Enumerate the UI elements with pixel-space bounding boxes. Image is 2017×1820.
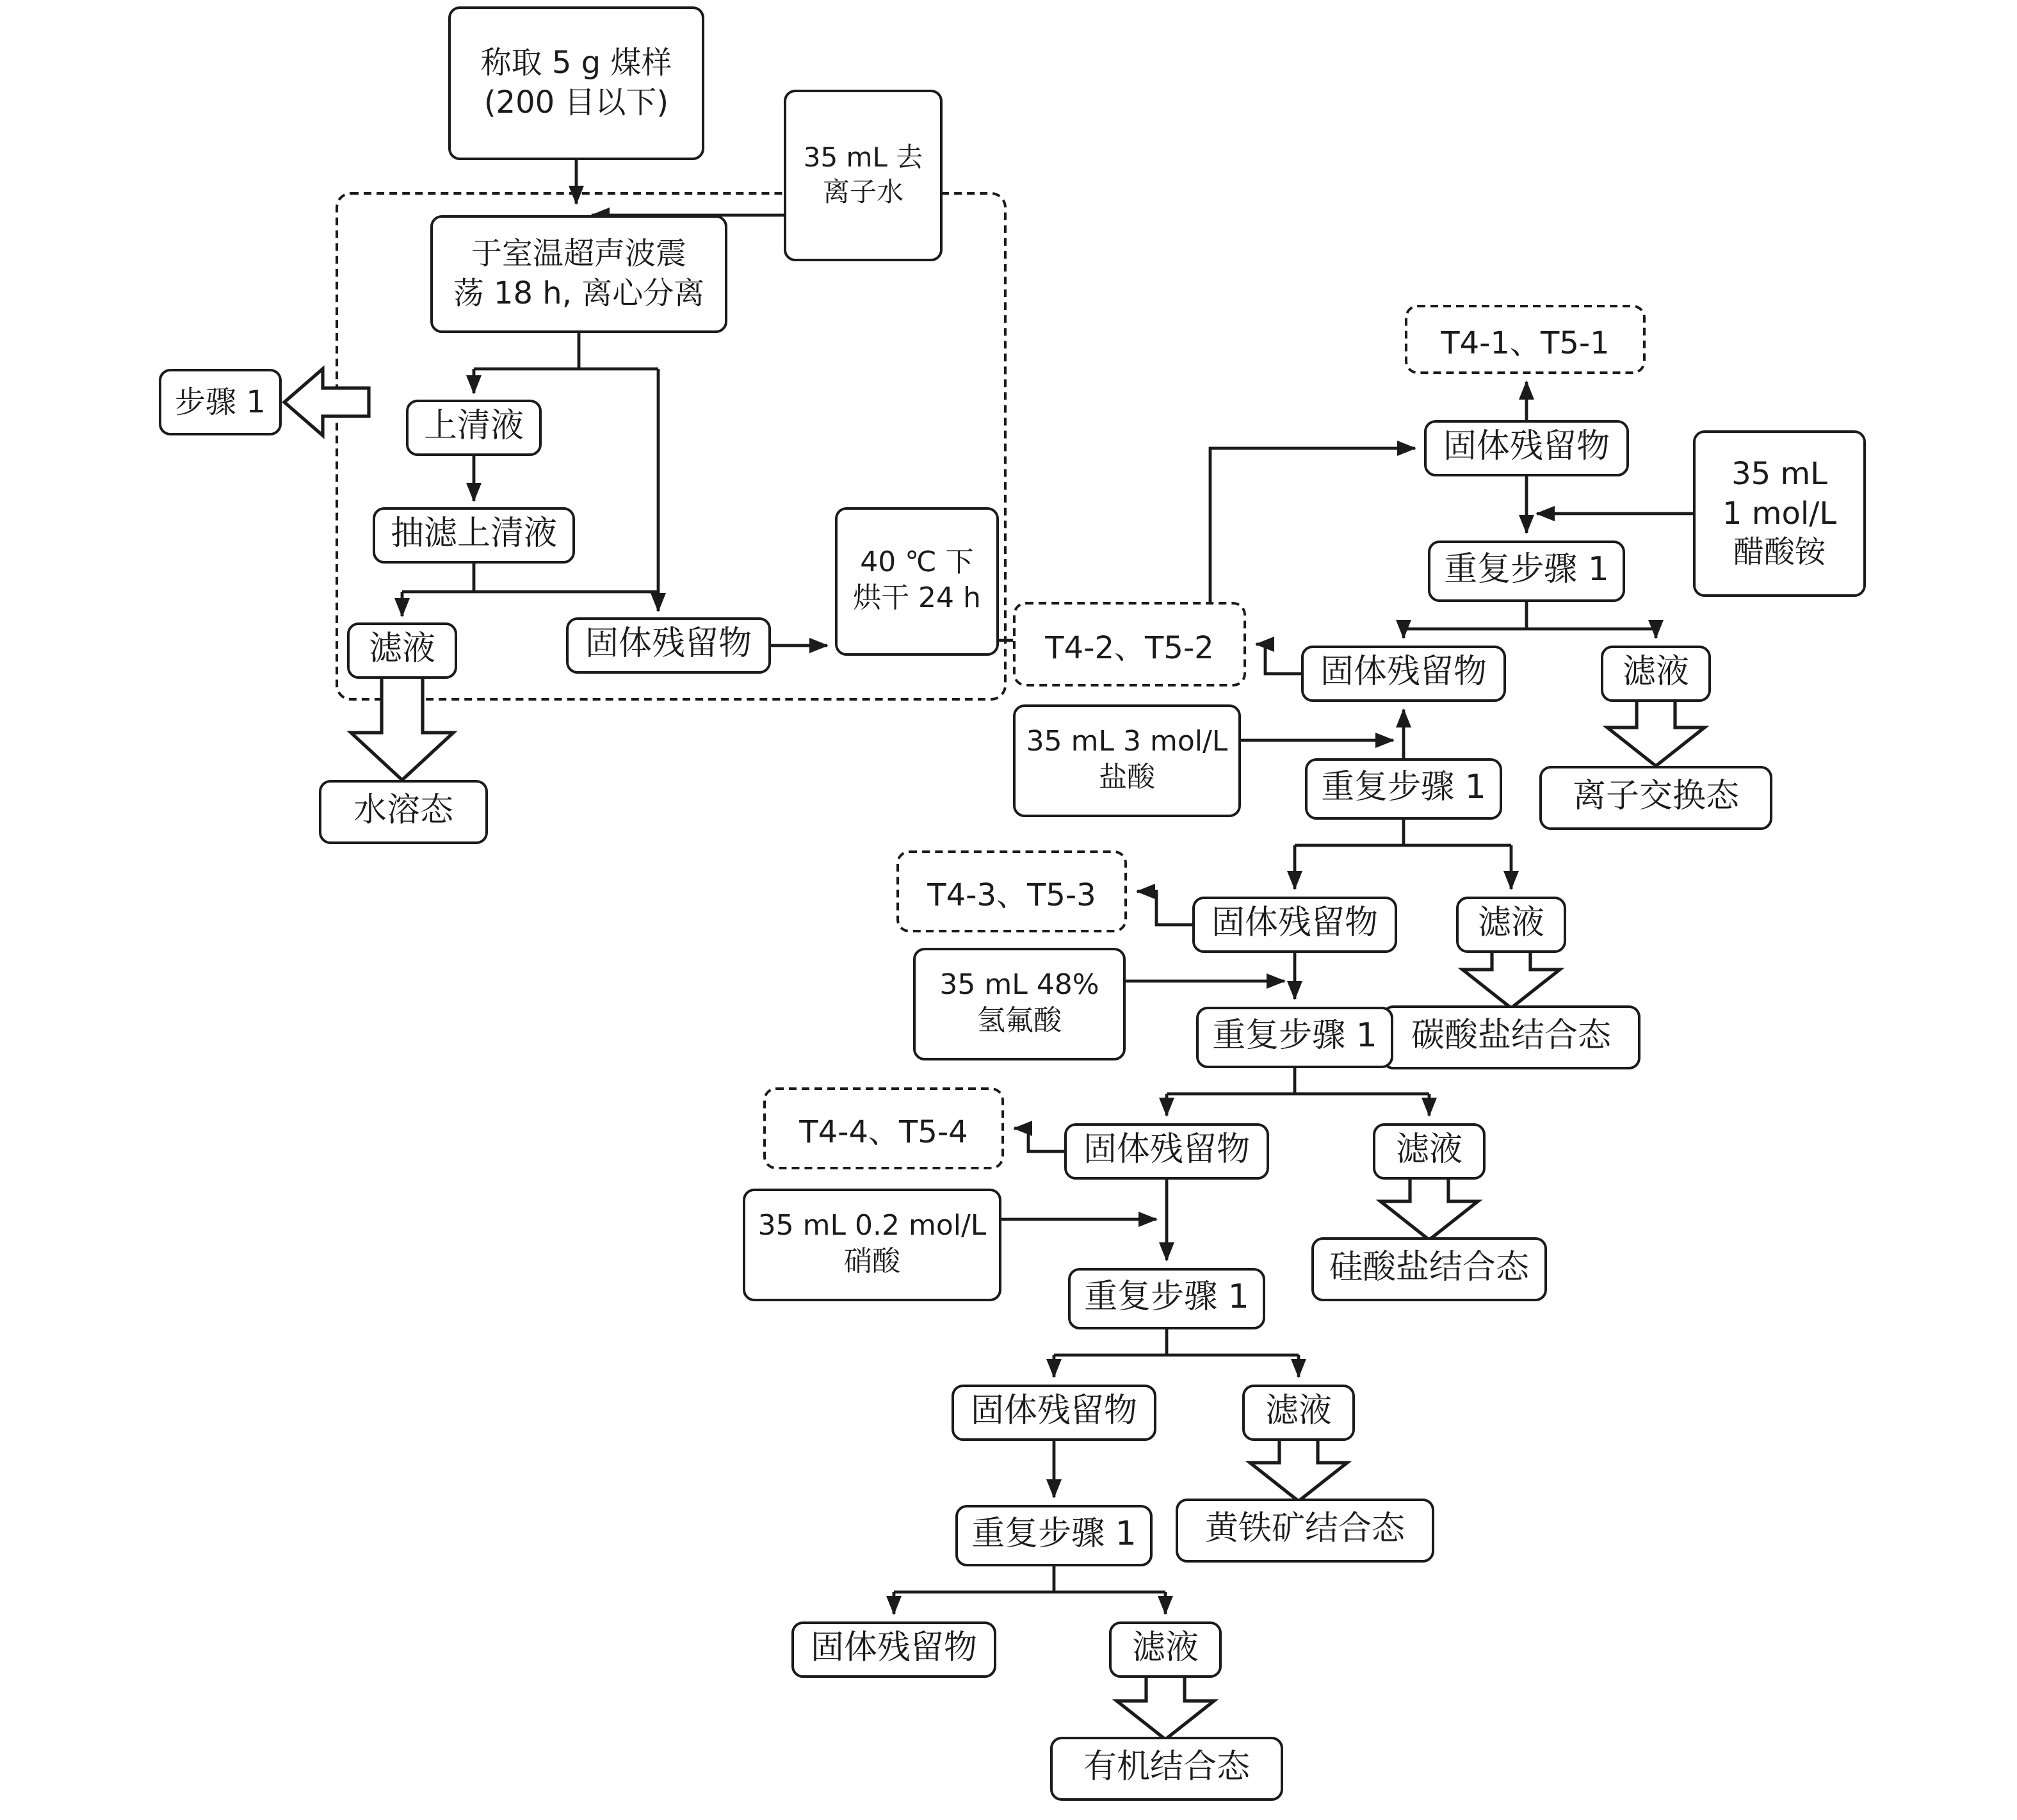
node-repeat-step1-d [1068,1268,1265,1329]
node-nitric-acid [743,1189,1001,1301]
text-line: T4-4、T5-4 [799,1114,968,1150]
node-ion-exchange-state [1539,766,1772,830]
node-organic-bound-state [1050,1737,1283,1801]
text-line: T4-2、T5-2 [1045,630,1214,665]
text-line: 荡 18 h, 离心分离 [453,275,705,311]
text-line: 离子交换态 [1572,777,1739,817]
text-line: 上清液 [423,407,524,446]
text-line: 氢氟酸 [976,1005,1062,1037]
text-line: 滤液 [1395,1131,1462,1170]
node-step1-label [159,369,282,435]
text-line: 硝酸 [843,1246,900,1278]
node-repeat-step1-b [1305,758,1502,820]
text-line: 滤液 [368,630,435,669]
text-line: 离子水 [823,177,903,207]
node-filtrate-0 [347,622,457,679]
node-residue-6 [952,1385,1156,1441]
text-line: 烘干 24 h [853,583,981,615]
node-filter-supernatant [373,507,575,564]
text-line: 硅酸盐结合态 [1329,1249,1529,1288]
node-residue-4 [1192,897,1397,953]
text-line: 固体残留物 [1211,904,1378,943]
node-residue-2 [1424,420,1629,476]
text-line: 固体残留物 [1443,428,1610,467]
text-line: 重复步骤 1 [1212,1017,1377,1056]
text-line: (200 目以下) [483,85,669,120]
node-water-soluble [319,780,488,844]
node-filtrate-4 [1242,1385,1355,1441]
text-line: 35 mL 48% [939,969,1099,1002]
node-repeat-step1-a [1428,540,1625,602]
node-residue-5 [1064,1123,1269,1180]
text-line: 固体残留物 [810,1629,977,1668]
tag-t4-4-t5-4 [763,1087,1004,1169]
node-carbonate-bound-state [1382,1005,1640,1069]
node-repeat-step1-c [1196,1007,1393,1068]
text-line: 盐酸 [1098,762,1155,794]
text-line: 固体残留物 [970,1392,1137,1431]
node-residue-7 [791,1621,996,1678]
node-hydrochloric-acid [1013,704,1241,817]
text-line: 醋酸铵 [1733,534,1826,571]
node-ultrasound-centrifuge [430,215,727,333]
node-residue-1 [566,617,771,674]
tag-t4-2-t5-2 [1013,602,1246,687]
text-line: 滤液 [1477,904,1544,943]
text-line: 黄铁矿结合态 [1204,1510,1405,1549]
text-line: 固体残留物 [1320,653,1487,692]
text-line: 水溶态 [353,792,453,831]
text-line: 称取 5 g 煤样 [480,45,672,81]
node-hydrofluoric-acid [913,948,1126,1060]
text-line: 重复步骤 1 [1321,768,1486,808]
node-filtrate-2 [1456,897,1566,953]
text-line: 于室温超声波震 [471,236,686,272]
text-line: 固体残留物 [585,625,752,664]
tag-t4-3-t5-3 [896,850,1127,932]
text-line: 抽滤上清液 [390,515,557,554]
tag-t4-1-t5-1 [1405,305,1646,374]
text-line: 重复步骤 1 [1084,1278,1249,1317]
node-silicate-bound-state [1311,1237,1547,1301]
node-pyrite-bound-state [1176,1499,1434,1563]
text-line: 步骤 1 [175,384,266,420]
text-line: T4-1、T5-1 [1441,325,1610,361]
node-repeat-step1-e [955,1505,1153,1566]
text-line: 固体残留物 [1083,1131,1250,1170]
text-line: 1 mol/L [1722,495,1837,532]
text-line: 重复步骤 1 [1444,551,1609,590]
node-filtrate-3 [1373,1123,1486,1180]
text-line: 40 ℃ 下 [860,546,974,579]
text-line: T4-3、T5-3 [927,877,1096,913]
text-line: 35 mL 去 [803,142,923,174]
node-supernatant [406,400,542,456]
node-deionized-water [784,90,943,261]
text-line: 滤液 [1622,653,1689,692]
text-line: 重复步骤 1 [971,1515,1137,1554]
node-residue-3 [1301,646,1506,702]
text-line: 35 mL 0.2 mol/L [757,1210,987,1242]
node-filtrate-1 [1601,646,1711,702]
node-filtrate-5 [1109,1621,1222,1678]
text-line: 35 mL 3 mol/L [1026,726,1228,758]
node-weigh-sample [448,6,704,160]
text-line: 有机结合态 [1083,1748,1250,1787]
node-dry-40c [835,507,999,656]
node-ammonium-acetate [1693,430,1866,597]
text-line: 碳酸盐结合态 [1411,1017,1611,1056]
text-line: 滤液 [1265,1392,1332,1431]
text-line: 35 mL [1731,455,1827,492]
text-line: 滤液 [1131,1629,1199,1668]
